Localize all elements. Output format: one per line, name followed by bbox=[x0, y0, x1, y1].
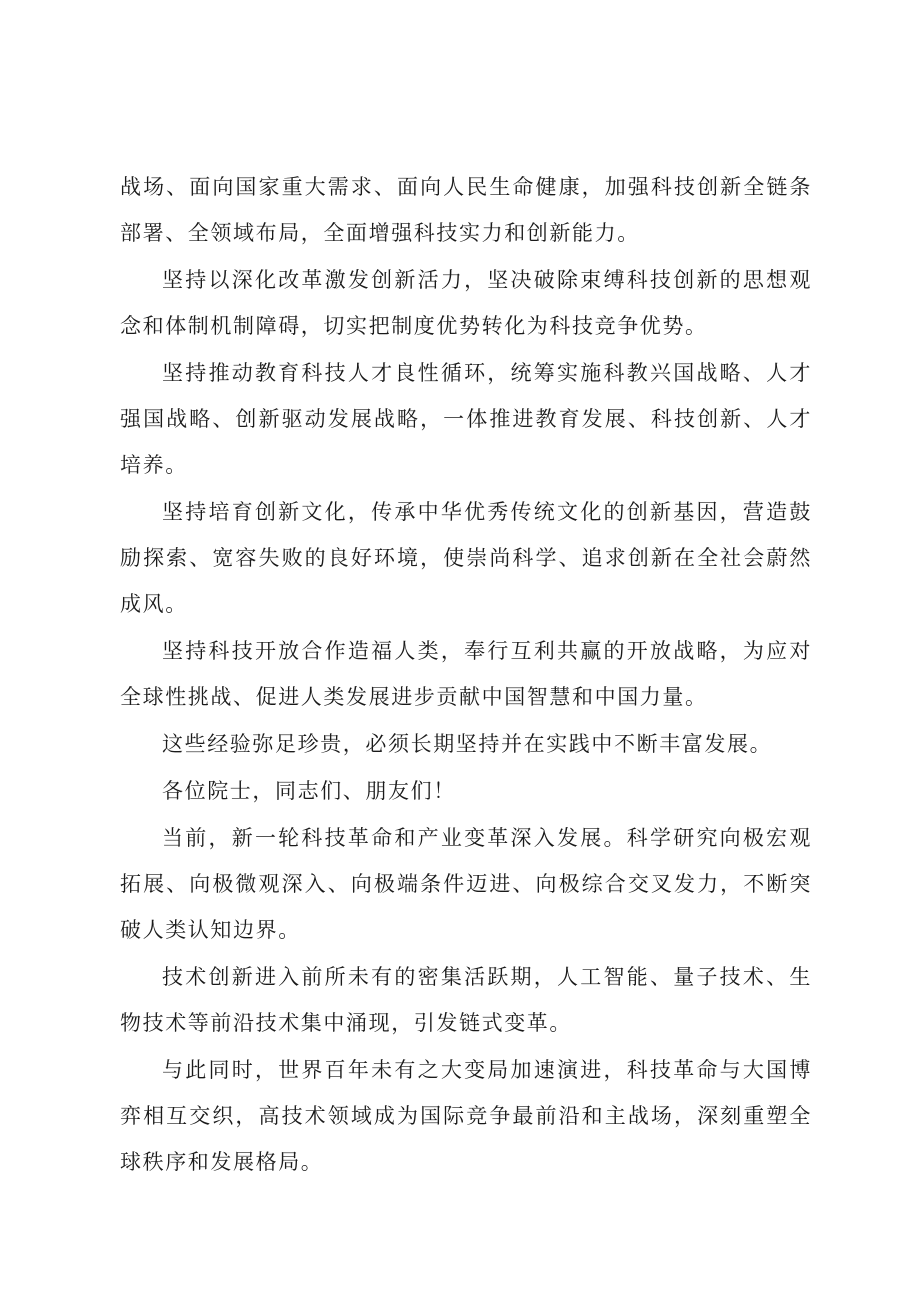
paragraph: 坚持以深化改革激发创新活力，坚决破除束缚科技创新的思想观念和体制机制障碍，切实把制度优势转化为科技竞争优势。 bbox=[120, 268, 812, 338]
paragraph: 战场、面向国家重大需求、面向人民生命健康，加强科技创新全链条部署、全领域布局，全面增强科技实力和创新能力。 bbox=[120, 175, 812, 245]
paragraph: 这些经验弥足珍贵，必须长期坚持并在实践中不断丰富发展。 bbox=[162, 732, 773, 756]
paragraph: 当前，新一轮科技革命和产业变革深入发展。科学研究向极宏观拓展、向极微观深入、向极端条件迈进、向极综合交叉发力，不断突破人类认知边界。 bbox=[120, 826, 812, 942]
salutation: 各位院士，同志们、朋友们！ bbox=[162, 779, 456, 803]
document-body bbox=[120, 164, 812, 1186]
paragraph: 技术创新进入前所未有的密集活跃期，人工智能、量子技术、生物技术等前沿技术集中涌现，引发链式变革。 bbox=[120, 965, 812, 1035]
paragraph: 坚持培育创新文化，传承中华优秀传统文化的创新基因，营造鼓励探索、宽容失败的良好环境，使崇尚科学、追求创新在全社会蔚然成风。 bbox=[120, 500, 812, 616]
paragraph: 坚持推动教育科技人才良性循环，统筹实施科教兴国战略、人才强国战略、创新驱动发展战略，一体推进教育发展、科技创新、人才培养。 bbox=[120, 361, 812, 477]
paragraph: 坚持科技开放合作造福人类，奉行互利共赢的开放战略，为应对全球性挑战、促进人类发展进步贡献中国智慧和中国力量。 bbox=[120, 639, 812, 709]
paragraph: 与此同时，世界百年未有之大变局加速演进，科技革命与大国博弈相互交织，高技术领域成为国际竞争最前沿和主战场，深刻重塑全球秩序和发展格局。 bbox=[120, 1058, 812, 1174]
